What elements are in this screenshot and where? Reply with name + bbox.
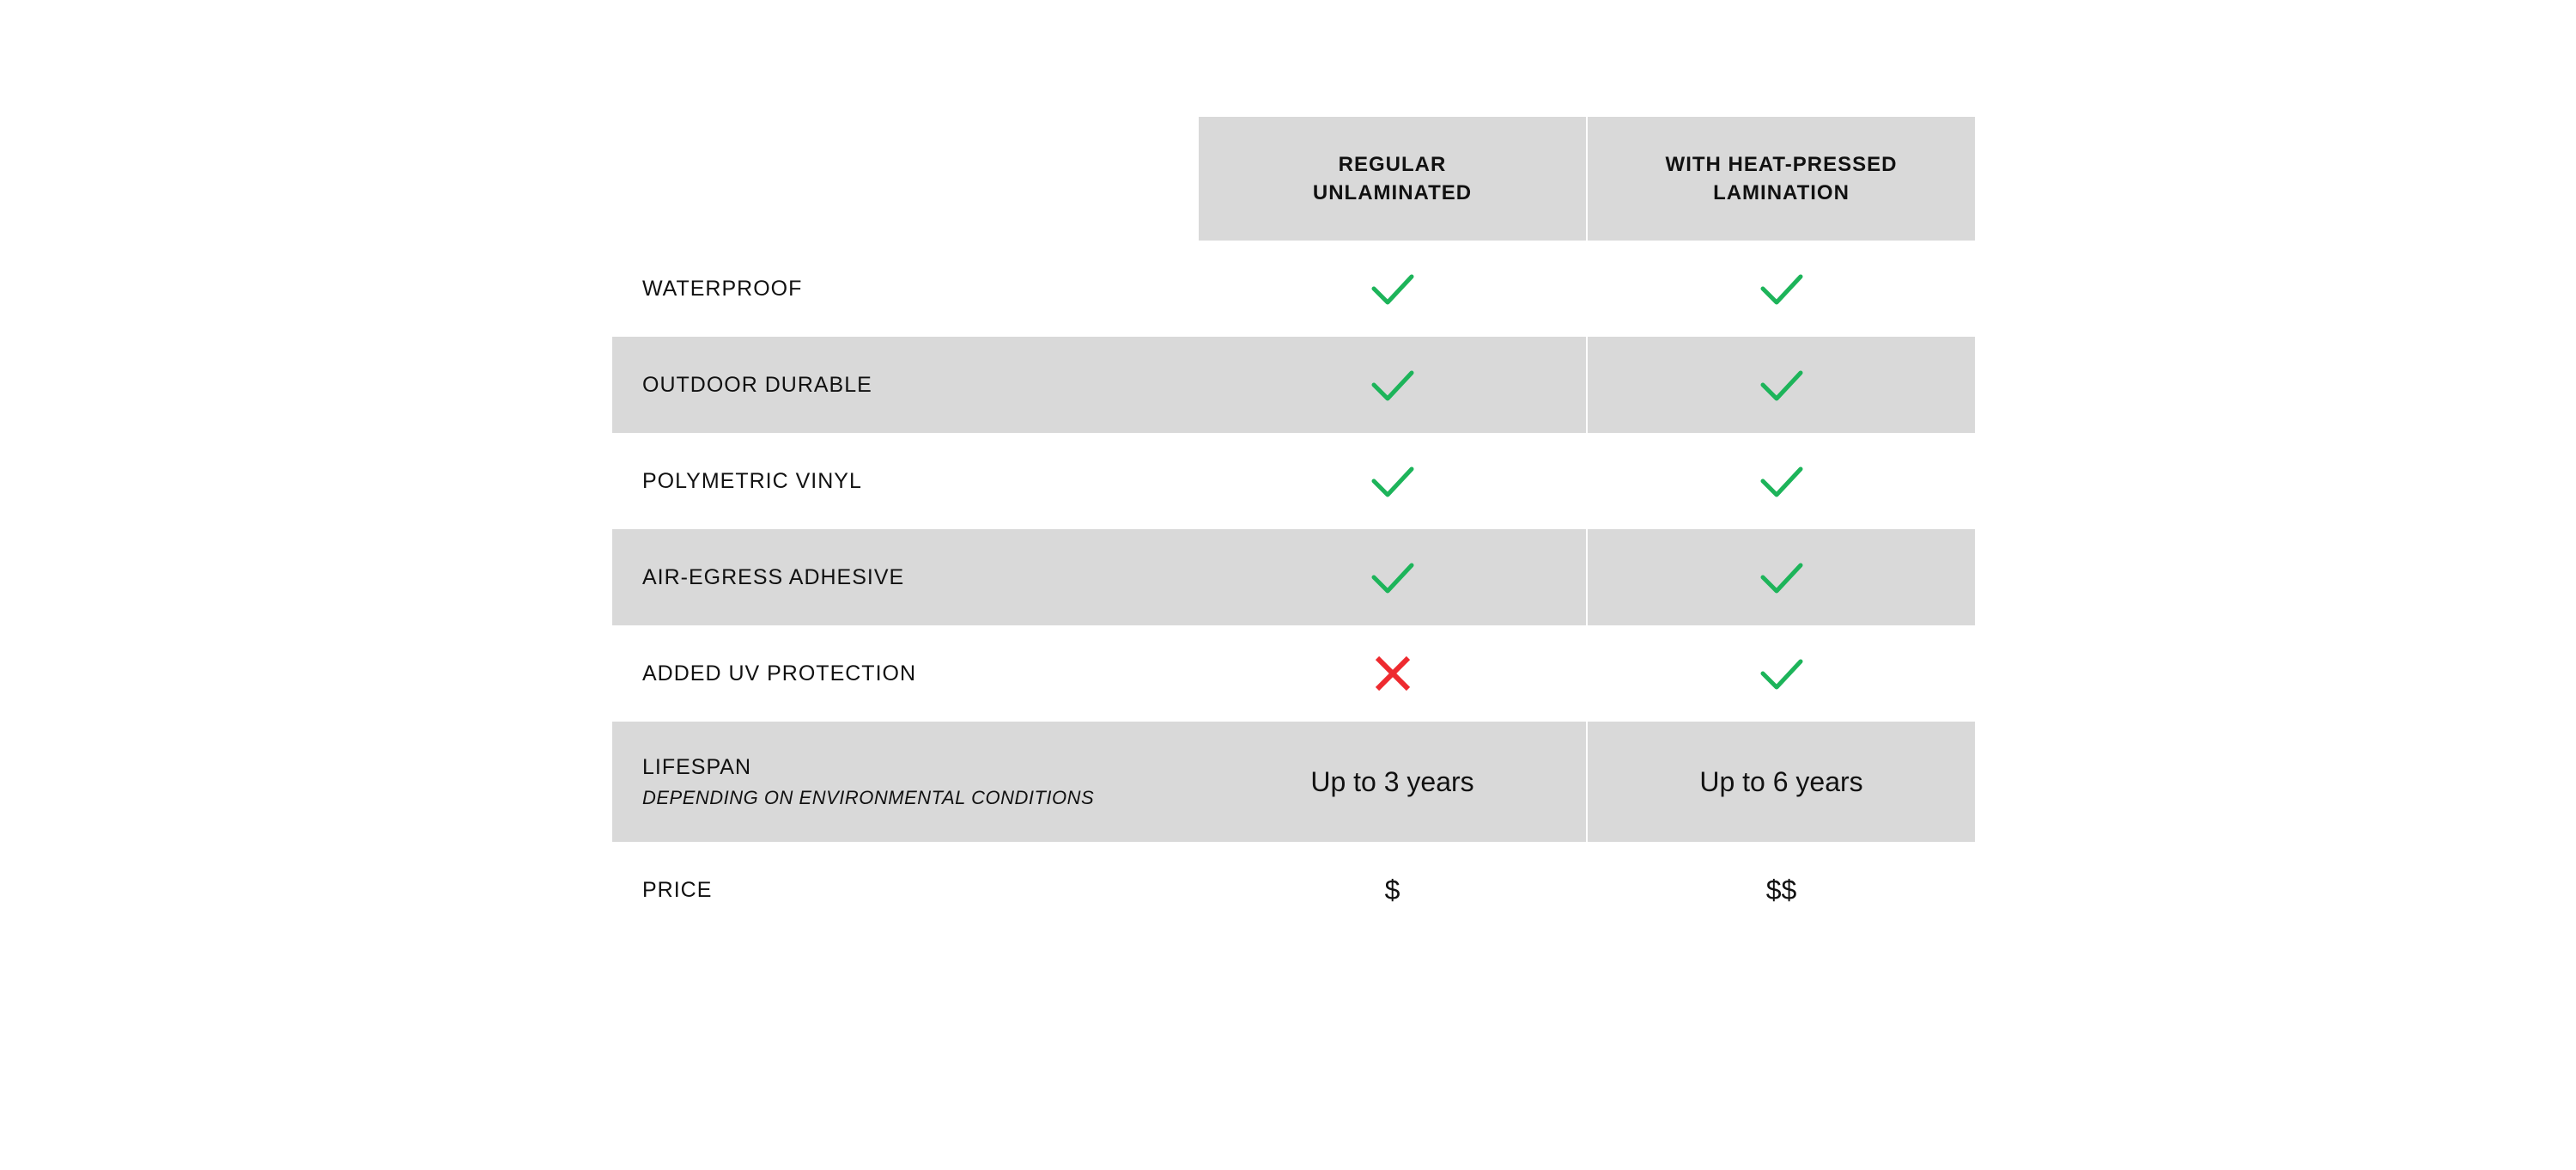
table-row <box>612 433 1977 529</box>
x-icon <box>1370 651 1415 696</box>
row-label: OUTDOOR DURABLE <box>642 372 872 397</box>
table-row <box>612 241 1977 337</box>
row-label: WATERPROOF <box>642 276 803 301</box>
row-label: ADDED UV PROTECTION <box>642 661 917 686</box>
check-icon <box>1759 363 1804 407</box>
row-label: PRICE <box>642 877 713 902</box>
price-regular-value: $ <box>1384 874 1400 905</box>
table-row <box>612 337 1977 433</box>
check-icon <box>1370 266 1415 311</box>
column-header-laminated-line2: LAMINATION <box>1713 181 1850 204</box>
check-icon <box>1759 459 1804 503</box>
lifespan-regular-value: Up to 3 years <box>1310 765 1474 797</box>
table-row <box>612 625 1977 722</box>
table-row-price <box>612 842 1977 938</box>
table-header <box>612 117 1977 241</box>
column-header-regular <box>1199 117 1586 241</box>
row-sublabel: DEPENDING ON ENVIRONMENTAL CONDITIONS <box>642 786 1095 808</box>
check-icon <box>1370 459 1415 503</box>
check-icon <box>1759 651 1804 696</box>
check-icon <box>1759 266 1804 311</box>
column-header-regular-line2: UNLAMINATED <box>1312 181 1473 204</box>
price-laminated-value: $$ <box>1765 874 1797 905</box>
comparison-table <box>612 117 1977 938</box>
table-row <box>612 529 1977 625</box>
table-row-lifespan <box>612 722 1977 842</box>
column-header-regular-line1: REGULAR <box>1338 153 1447 176</box>
check-icon <box>1370 555 1415 600</box>
lifespan-laminated-value: Up to 6 years <box>1699 765 1863 797</box>
column-header-laminated <box>1588 117 1975 241</box>
header-empty-cell <box>612 117 1199 241</box>
check-icon <box>1370 363 1415 407</box>
row-label: POLYMETRIC VINYL <box>642 468 862 493</box>
column-header-laminated-line1: WITH HEAT-PRESSED <box>1665 153 1898 176</box>
row-label: LIFESPAN <box>642 754 752 779</box>
check-icon <box>1759 555 1804 600</box>
row-label: AIR-EGRESS ADHESIVE <box>642 564 905 589</box>
